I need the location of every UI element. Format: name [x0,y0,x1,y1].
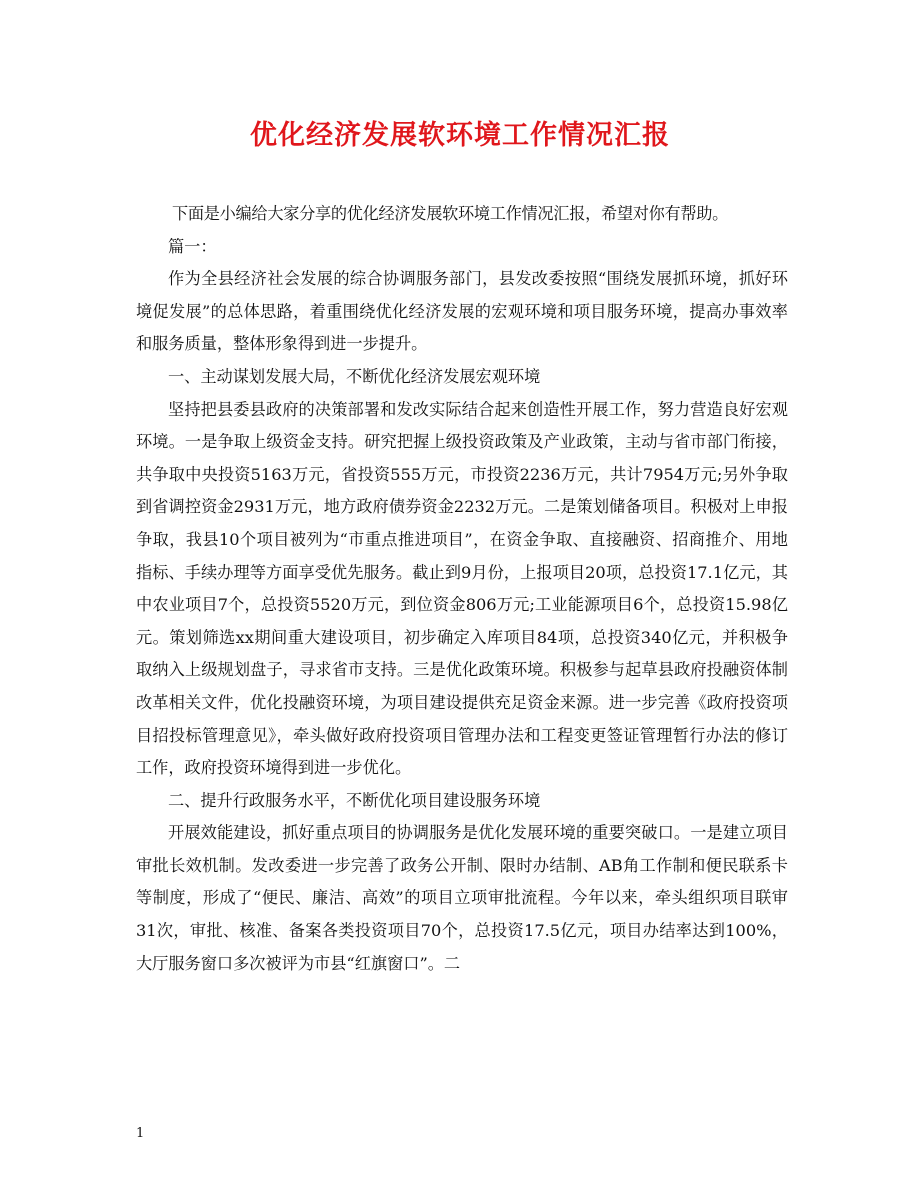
section-heading: 一、主动谋划发展大局，不断优化经济发展宏观环境 [168,366,541,386]
intro-paragraph: 下面是小编给大家分享的优化经济发展软环境工作情况汇报，希望对你有帮助。 [172,204,729,223]
body-paragraph: 作为全县经济社会发展的综合协调服务部门，县发改委按照“围绕发展抓环境，抓好环境促发展”的总体思路，着重围绕优化经济发展的宏观环境和项目服务环境，提高办事效率和服务质量，整体形象得到进一步提升。 [136,269,788,354]
body-paragraph: 开展效能建设，抓好重点项目的协调服务是优化发展环境的重要突破口。一是建立项目审批长效机制。发改委进一步完善了政务公开制、限时办结制、AB角工作制和便民联系卡等制度，形成了“便民、廉洁、高效”的项目立项审批流程。今年以来，牵头组织项目联审31次，审批、核准、备案各类投资项目70个，总投资17.5亿元，项目办结率达到100%，大厅服务窗口多次被评为市县“红旗窗口”。二 [136,823,788,973]
section-heading: 二、提升行政服务水平，不断优化项目建设服务环境 [168,790,541,810]
section-label: 篇一： [168,236,217,256]
document-body [136,198,788,980]
body-paragraph: 坚持把县委县政府的决策部署和发改实际结合起来创造性开展工作，努力营造良好宏观环境。一是争取上级资金支持。研究把握上级投资政策及产业政策，主动与省市部门衔接，共争取中央投资5163万元，省投资555万元，市投资2236万元，共计7954万元;另外争取到省调控资金2931万元，地方政府债券资金2232万元。二是策划储备项目。积极对上申报争取，我县10个项目被列为“市重点推进项目”，在资金争取、直接融资、招商推介、用地指标、手续办理等方面享受优先服务。截止到9月份，上报项目20项，总投资17.1亿元，其中农业项目7个，总投资5520万元，到位资金806万元;工业能源项目6个，总投资15.98亿元。策划筛选xx期间重大建设项目，初步确定入库项目84项，总投资340亿元，并积极争取纳入上级规划盘子，寻求省市支持。三是优化政策环境。积极参与起草县政府投融资体制改革相关文件，优化投融资环境，为项目建设提供充足资金来源。进一步完善《政府投资项目招投标管理意见》，牵头做好政府投资项目管理办法和工程变更签证管理暂行办法的修订工作，政府投资环境得到进一步优化。 [136,399,788,778]
page-number: 1 [136,1126,145,1141]
document-title: 优化经济发展软环境工作情况汇报 [250,120,670,151]
